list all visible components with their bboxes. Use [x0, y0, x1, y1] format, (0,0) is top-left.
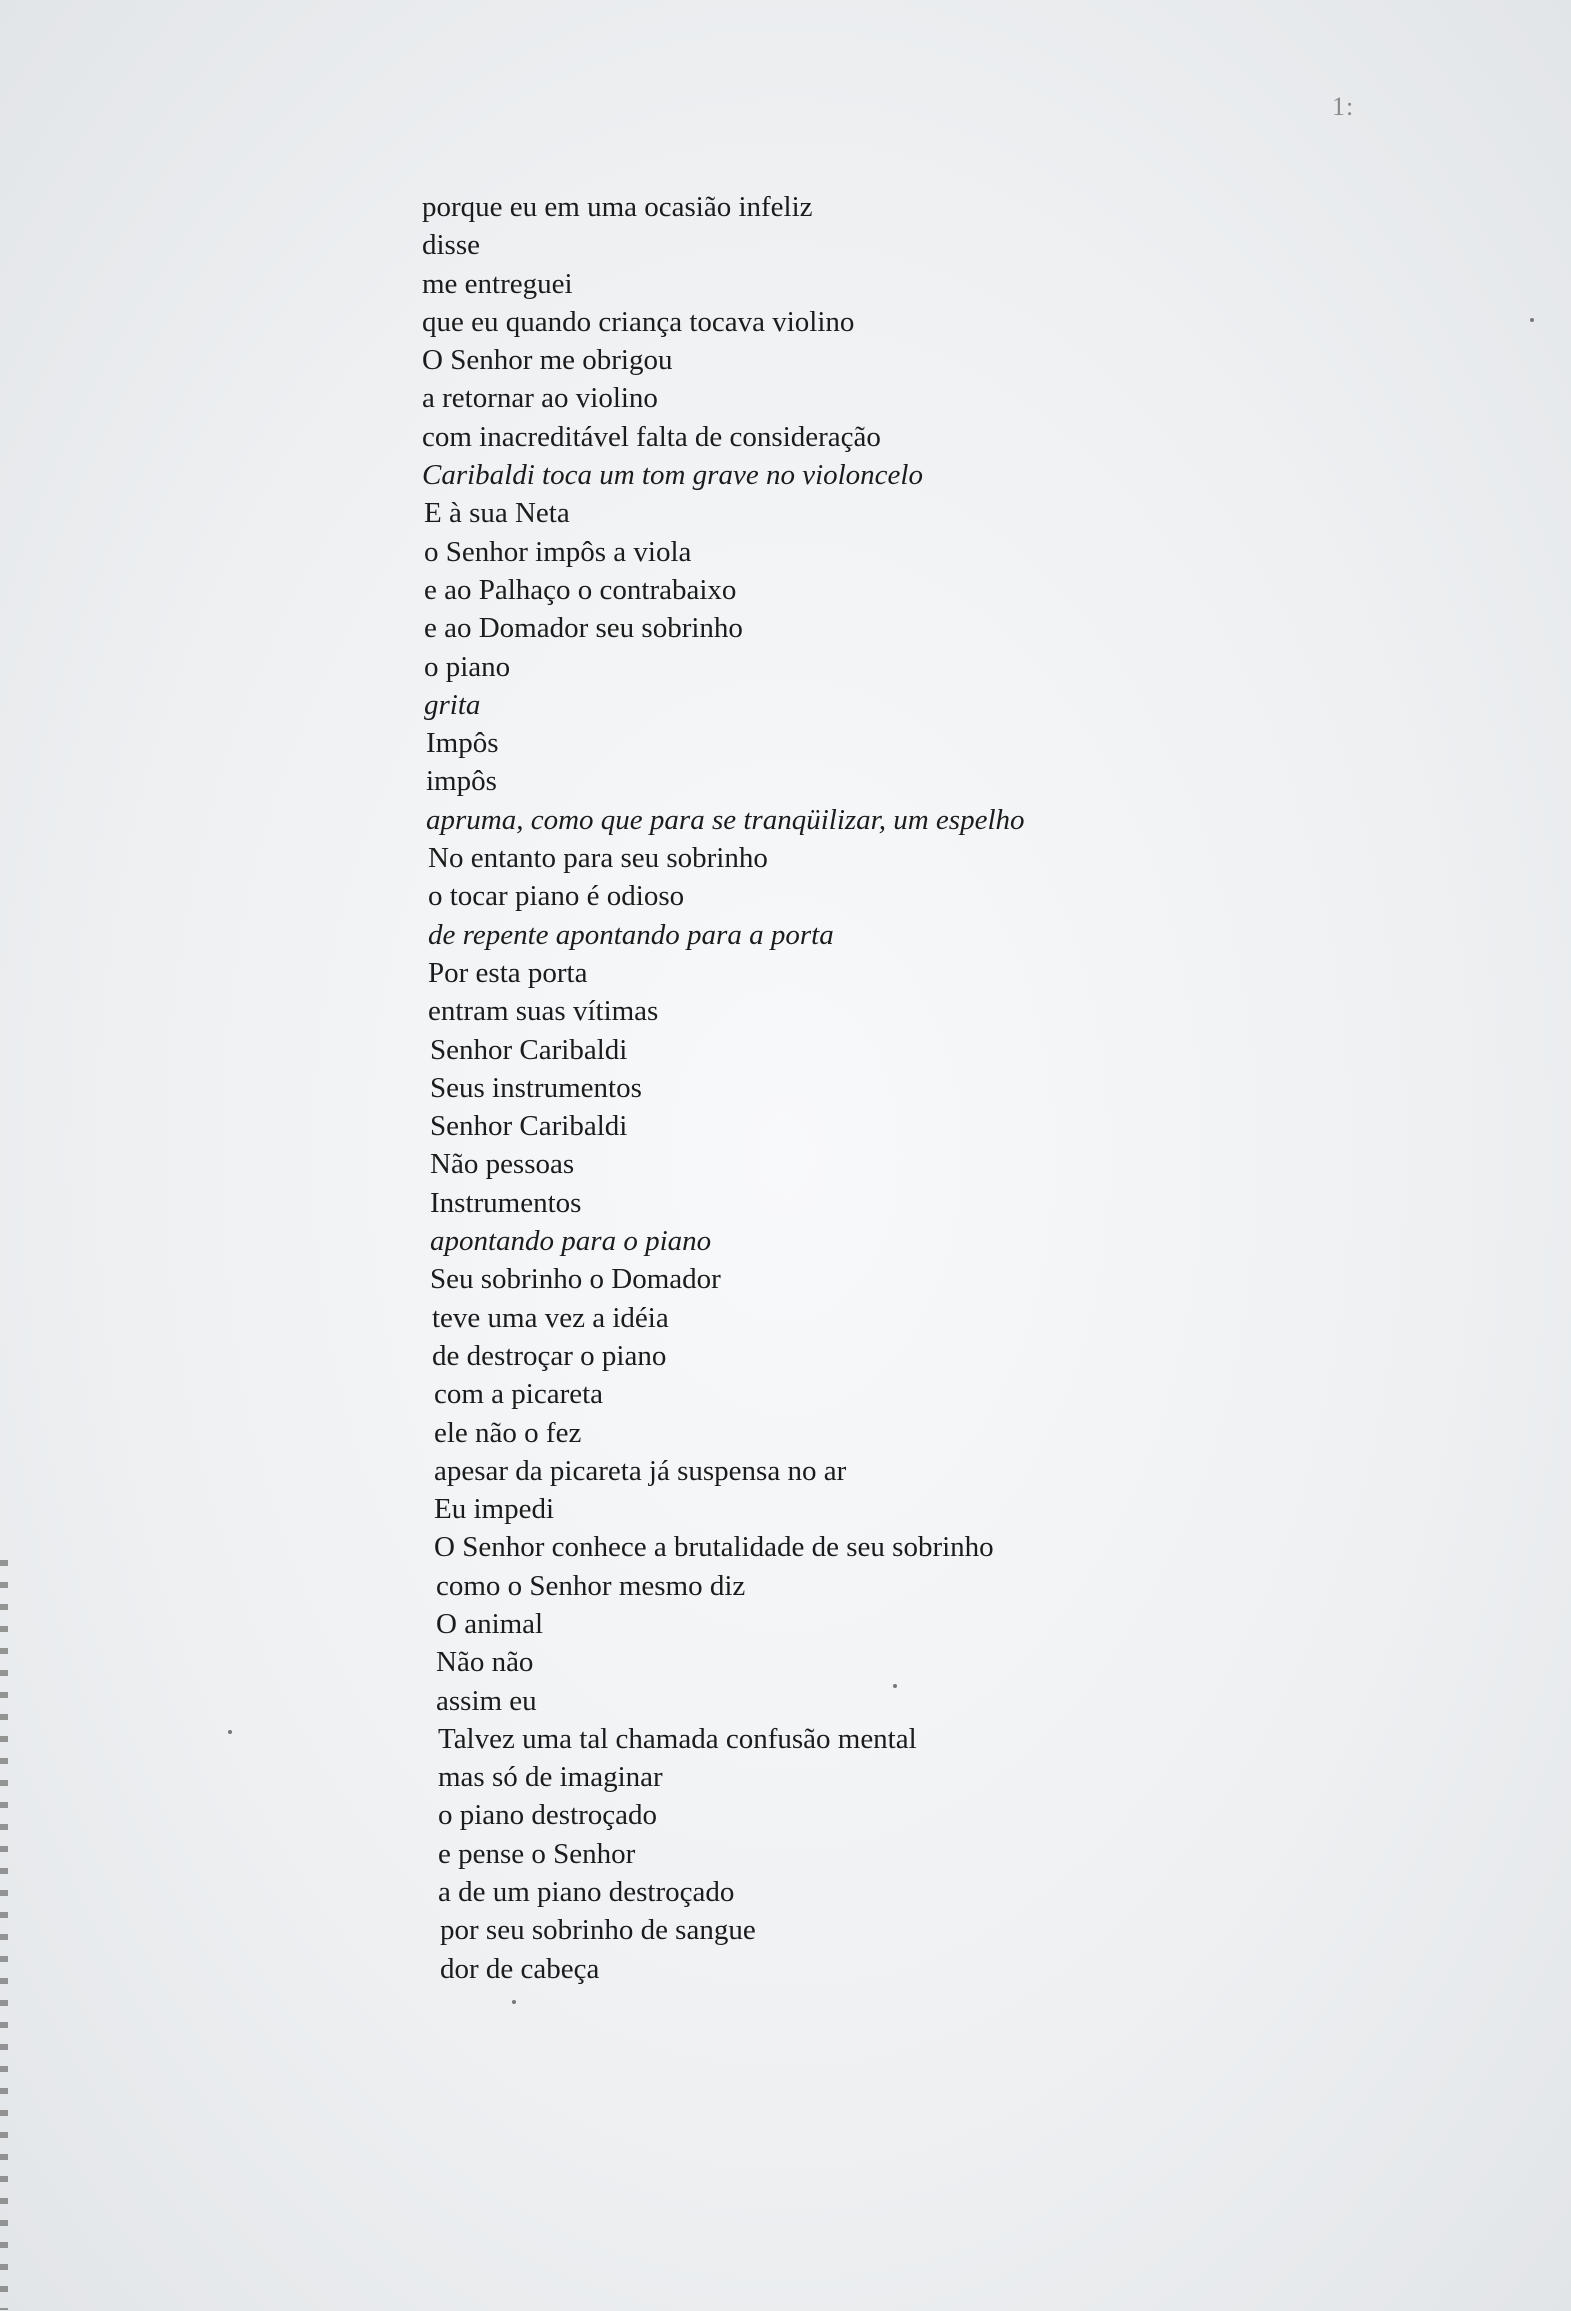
- page-number: 1:: [1332, 92, 1355, 121]
- poem-line: O animal: [436, 1607, 544, 1640]
- stage-direction-line: apontando para o piano: [430, 1225, 712, 1258]
- poem-line: o Senhor impôs a viola: [424, 535, 692, 568]
- poem-line: o tocar piano é odioso: [428, 880, 685, 913]
- poem-line: com a picareta: [434, 1378, 604, 1411]
- poem-line: Senhor Caribaldi: [430, 1033, 628, 1066]
- stage-direction-line: grita: [424, 688, 481, 721]
- stage-direction-line: apruma, como que para se tranqüilizar, um espelho: [426, 803, 1025, 836]
- poem-line: e ao Palhaço o contrabaixo: [424, 573, 737, 606]
- paper-speck: [893, 1684, 897, 1688]
- poem-line: E à sua Neta: [424, 497, 570, 530]
- poem-line: Por esta porta: [428, 956, 588, 989]
- poem-line: a de um piano destroçado: [438, 1876, 735, 1909]
- poem-line: Senhor Caribaldi: [430, 1110, 628, 1143]
- poem-line: porque eu em uma ocasião infeliz: [422, 191, 813, 223]
- paper-speck: [228, 1730, 232, 1734]
- poem-line: disse: [422, 229, 480, 262]
- poem-line: com inacreditável falta de consideração: [422, 420, 881, 453]
- poem-line: Eu impedi: [434, 1493, 555, 1526]
- poem-line: impôs: [426, 765, 497, 798]
- poem-line: Seu sobrinho o Domador: [430, 1263, 721, 1296]
- poem-line: teve uma vez a idéia: [432, 1301, 669, 1334]
- poem-line: Impôs: [426, 727, 499, 760]
- poem-line: assim eu: [436, 1684, 537, 1717]
- spiral-binding-edge: [0, 1560, 8, 2310]
- poem-line: Talvez uma tal chamada confusão mental: [438, 1722, 917, 1755]
- poem-line: o piano: [424, 650, 511, 683]
- poem-line: Não não: [436, 1646, 534, 1679]
- poem-line: No entanto para seu sobrinho: [428, 842, 768, 875]
- poem-line: mas só de imaginar: [438, 1761, 663, 1794]
- poem-line: que eu quando criança tocava violino: [422, 305, 855, 338]
- poem-line: O Senhor me obrigou: [422, 344, 673, 377]
- poem-line: apesar da picareta já suspensa no ar: [434, 1454, 847, 1487]
- poem-line: dor de cabeça: [440, 1952, 600, 1985]
- poem-line: Não pessoas: [430, 1148, 575, 1181]
- poem-line: Instrumentos: [430, 1186, 582, 1219]
- poem-line: ele não o fez: [434, 1416, 582, 1449]
- poem-line: entram suas vítimas: [428, 995, 659, 1028]
- poem-line: Seus instrumentos: [430, 1071, 642, 1104]
- paper-speck: [512, 2000, 516, 2004]
- poem-line: e pense o Senhor: [438, 1837, 636, 1870]
- poem-line: de destroçar o piano: [432, 1339, 667, 1372]
- poem-line: me entreguei: [422, 267, 573, 300]
- stage-direction-line: de repente apontando para a porta: [428, 918, 834, 951]
- paper-speck: [1530, 318, 1534, 322]
- stage-direction-line: Caribaldi toca um tom grave no violoncelo: [422, 459, 923, 492]
- poem-line: o piano destroçado: [438, 1799, 658, 1832]
- poem-line: como o Senhor mesmo diz: [436, 1569, 746, 1602]
- poem-text-block: [422, 188, 1502, 1988]
- poem-line: e ao Domador seu sobrinho: [424, 612, 743, 645]
- poem-line: O Senhor conhece a brutalidade de seu sobrinho: [434, 1531, 994, 1564]
- poem-line: por seu sobrinho de sangue: [440, 1914, 756, 1947]
- poem-line: a retornar ao violino: [422, 382, 658, 415]
